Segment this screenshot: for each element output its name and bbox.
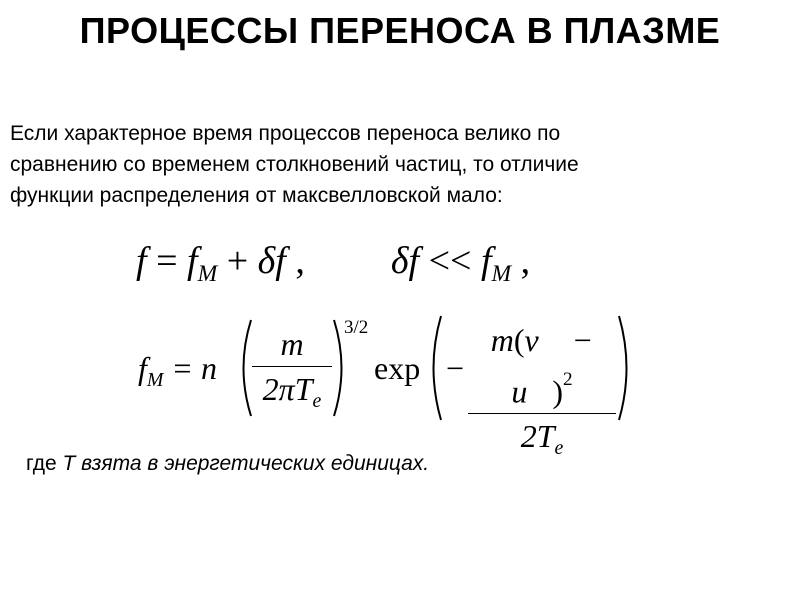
lhs bbox=[138, 348, 217, 400]
left-paren-icon bbox=[424, 314, 444, 422]
fraction-velocity-over-2Te bbox=[468, 320, 616, 468]
paragraph-line: Если характерное время процессов переноса велико по bbox=[10, 122, 561, 145]
denominator: $2\pi T_e$ bbox=[262, 371, 322, 412]
paragraph-line: сравнению со временем столкновений частиц, то отличие bbox=[10, 153, 579, 176]
formula-perturbation bbox=[136, 236, 530, 299]
subscript-M: M bbox=[491, 261, 512, 288]
plus-sign: + bbox=[217, 240, 258, 282]
numerator: m bbox=[280, 326, 304, 362]
fraction-m-over-2piTe bbox=[252, 324, 332, 421]
paragraph-line: функции распределения от максвелловской мало: bbox=[10, 184, 503, 207]
subscript-M: M bbox=[146, 368, 164, 391]
symbol-delta-f: δf bbox=[257, 240, 286, 282]
equals-n: = n bbox=[163, 350, 218, 386]
symbol-delta-f: δf bbox=[390, 240, 420, 282]
symbol-f: f bbox=[136, 240, 147, 282]
much-less-sign: << bbox=[419, 240, 481, 282]
comma: , bbox=[511, 240, 531, 282]
note-italic: T взята в энергетических единицах. bbox=[62, 452, 430, 475]
page-title: ПРОЦЕССЫ ПЕРЕНОСА В ПЛАЗМЕ bbox=[79, 10, 721, 51]
intro-paragraph bbox=[10, 118, 770, 211]
note-text bbox=[26, 452, 429, 476]
right-paren-icon bbox=[616, 314, 636, 422]
numerator: m(v⃗ − u⃗)$^2$ bbox=[490, 322, 594, 410]
exp-function: exp bbox=[374, 350, 421, 386]
subscript-M: M bbox=[197, 261, 218, 288]
comma: , bbox=[285, 240, 305, 282]
equals-sign: = bbox=[146, 240, 187, 282]
note-prefix: где bbox=[26, 452, 63, 475]
minus-sign: − bbox=[446, 350, 465, 386]
left-paren-icon bbox=[234, 318, 254, 418]
formula-maxwell-distribution bbox=[138, 314, 638, 460]
symbol-fM: f bbox=[138, 350, 147, 386]
denominator: $2T_e$ bbox=[520, 418, 564, 460]
symbol-fM: f bbox=[187, 240, 198, 282]
power-3-2: 3/2 bbox=[344, 317, 369, 338]
symbol-fM: f bbox=[480, 240, 492, 282]
